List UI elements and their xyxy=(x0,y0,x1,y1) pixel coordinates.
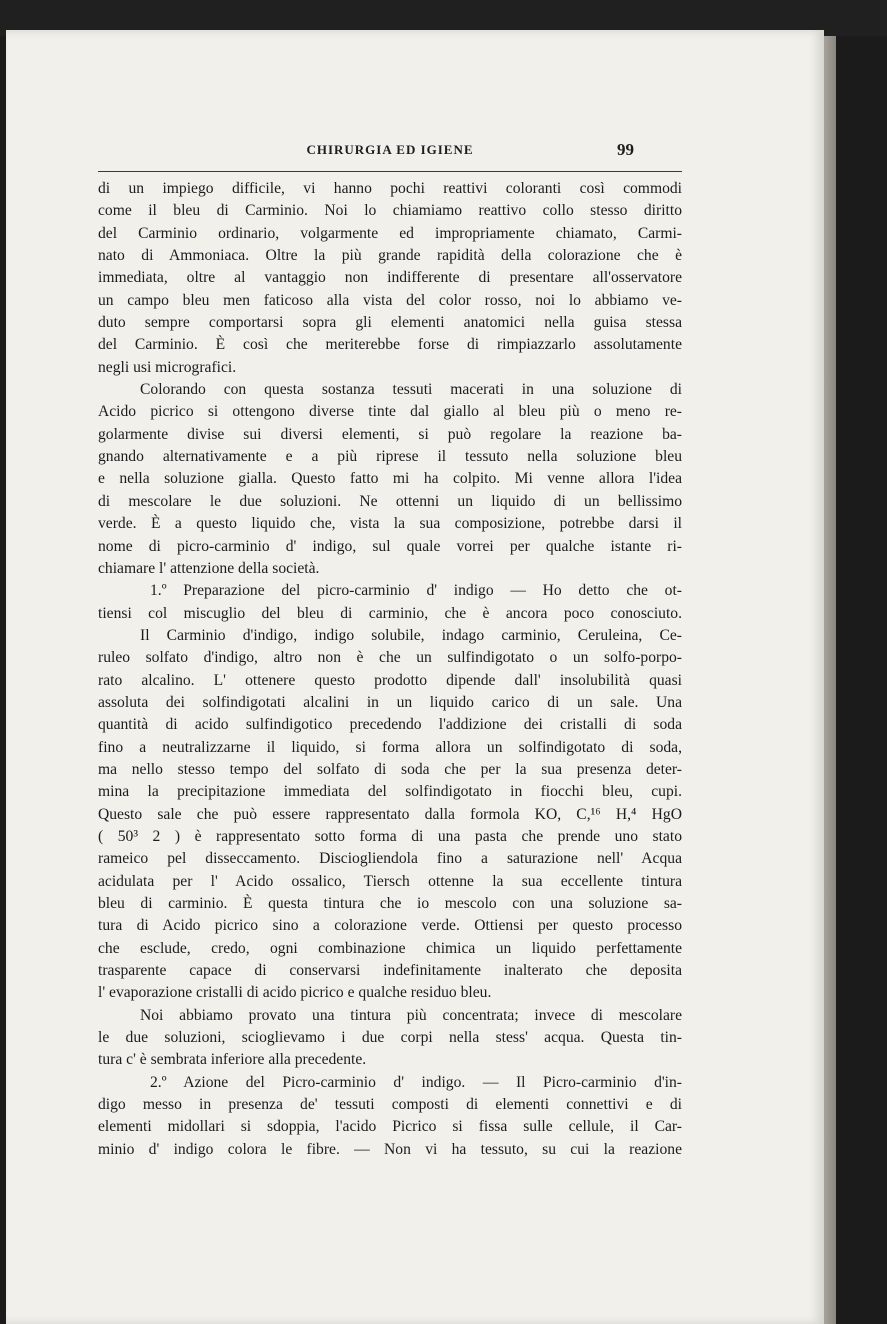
text-line: di mescolare le due soluzioni. Ne ottenni un liquido di un bellissimo xyxy=(98,492,682,510)
text-line: duto sempre comportarsi sopra gli elementi anatomici nella guisa stessa xyxy=(98,314,682,332)
text-line: Il Carminio d'indigo, indigo solubile, indago carminio, Ceruleina, Ce- xyxy=(140,626,682,644)
text-line: rato alcalino. L' ottenere questo prodotto dipende dall' insolubilità quasi xyxy=(98,671,682,689)
text-line: ma nello stesso tempo del solfato di soda che per la sua presenza deter- xyxy=(98,760,682,778)
text-line: negli usi micrografici. xyxy=(98,358,237,376)
text-line: Colorando con questa sostanza tessuti macerati in una soluzione di xyxy=(140,381,682,399)
running-head: CHIRURGIA ED IGIENE xyxy=(306,142,474,157)
text-line: di un impiego difficile, vi hanno pochi reattivi coloranti così commodi xyxy=(98,180,682,197)
text-line: digo messo in presenza de' tessuti composti di elementi connettivi e di xyxy=(98,1096,682,1114)
text-line: bleu di carminio. È questa tintura che io mescolo con una soluzione sa- xyxy=(98,895,682,912)
text-line: rameico pel disseccamento. Disciogliendola fino a saturazione nell' Acqua xyxy=(98,850,682,868)
text-line: mina la precipitazione immediata del solfindigotato in fiocchi bleu, cupi. xyxy=(98,783,682,801)
text-line: nome di picro-carminio d' indigo, sul quale vorrei per qualche istante ri- xyxy=(98,537,682,555)
text-line: ( 50³ 2 ) è rappresentato sotto forma di una pasta che prende uno stato xyxy=(98,827,682,845)
text-line: minio d' indigo colora le fibre. — Non vi ha tessuto, su cui la reazione xyxy=(98,1140,682,1158)
page-number: 99 xyxy=(617,140,634,159)
text-line: verde. È a questo liquido che, vista la sua composizione, potrebbe darsi il xyxy=(98,515,682,533)
text-line: Noi abbiamo provato una tintura più concentrata; invece di mescolare xyxy=(140,1006,682,1024)
text-line: ruleo solfato d'indigo, altro non è che un sulfindigotato o un solfo-porpo- xyxy=(98,649,682,667)
text-line: trasparente capace di conservarsi indefinitamente inalterato che deposita xyxy=(98,962,682,980)
text-line: Questo sale che può essere rappresentato dalla formola KO, C,¹⁶ H,⁴ HgO xyxy=(98,805,682,823)
text-line: 2.º Azione del Picro-carminio d' indigo. — Il Picro-carminio d'in- xyxy=(150,1073,682,1091)
text-line: nato di Ammoniaca. Oltre la più grande rapidità della colorazione che è xyxy=(98,247,682,265)
text-line: che esclude, credo, ogni combinazione chimica un liquido perfettamente xyxy=(98,939,682,957)
text-line: del Carminio ordinario, volgarmente ed impropriamente chiamato, Carmi- xyxy=(98,224,682,242)
text-line: tiensi col miscuglio del bleu di carminio, che è ancora poco conosciuto. xyxy=(98,604,682,622)
text-line: come il bleu di Carminio. Noi lo chiamiamo reattivo collo stesso diritto xyxy=(98,202,682,220)
text-line: 1.º Preparazione del picro-carminio d' indigo — Ho detto che ot- xyxy=(150,582,682,600)
text-line: elementi midollari si sdoppia, l'acido Picrico si fissa sulle cellule, il Car- xyxy=(98,1118,682,1136)
text-line: l' evaporazione cristalli di acido picrico e qualche residuo bleu. xyxy=(98,984,492,1002)
text-line: un campo bleu men faticoso alla vista del color rosso, noi lo abbiamo ve- xyxy=(98,291,682,309)
text-line: Acido picrico si ottengono diverse tinte dal giallo al bleu più o meno re- xyxy=(98,403,682,421)
text-line: assoluta dei solfindigotati alcalini in un liquido carico di un sale. Una xyxy=(98,693,682,711)
text-line: chiamare l' attenzione della società. xyxy=(98,559,320,577)
text-line: gnando alternativamente e a più riprese il tessuto nella soluzione bleu xyxy=(98,448,682,466)
text-line: quantità di acido sulfindigotico precedendo l'addizione dei cristalli di soda xyxy=(98,716,682,734)
text-line: golarmente divise sui diversi elementi, si può regolare la reazione ba- xyxy=(98,425,682,443)
text-line: fino a neutralizzarne il liquido, si forma allora un solfindigotato di soda, xyxy=(98,738,682,756)
body-text xyxy=(98,178,682,1161)
text-line: e nella soluzione gialla. Questo fatto mi ha colpito. Mi venne allora l'idea xyxy=(98,470,682,488)
text-line: tura di Acido picrico sino a colorazione verde. Ottiensi per questo processo xyxy=(98,917,682,935)
text-line: del Carminio. È così che meriterebbe forse di rimpiazzarlo assolutamente xyxy=(98,336,682,354)
header-rule xyxy=(98,171,682,172)
text-line: le due soluzioni, scioglievamo i due corpi nella stess' acqua. Questa tin- xyxy=(98,1029,682,1047)
text-line: tura c' è sembrata inferiore alla precedente. xyxy=(98,1051,367,1069)
text-line: acidulata per l' Acido ossalico, Tiersch ottenne la sua eccellente tintura xyxy=(98,872,682,890)
page-header xyxy=(98,112,682,159)
text-line: immediata, oltre al vantaggio non indifferente di presentare all'osservatore xyxy=(98,269,682,287)
